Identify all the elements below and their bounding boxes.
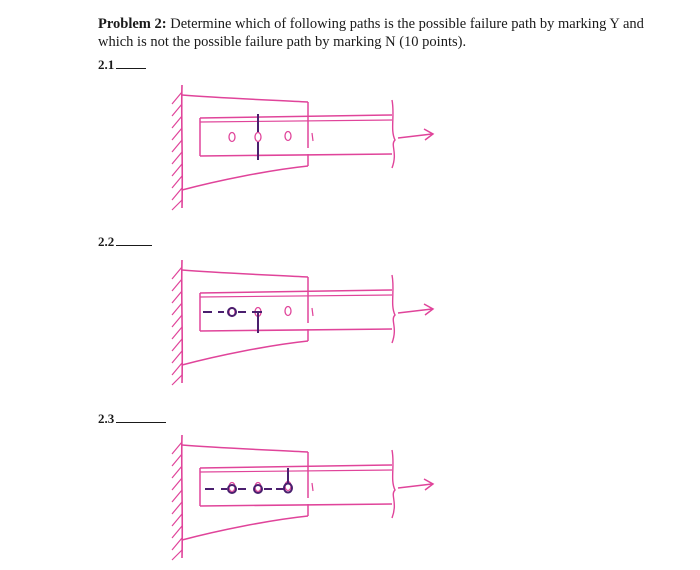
problem-heading: Problem 2: (98, 16, 167, 32)
item-label: 2.3 (98, 411, 115, 426)
problem-body: Determine which of following paths is the possible failure path by marking Y and which is not the possible failure path by marking N (10 points). (98, 16, 644, 50)
sketch-2-3 (172, 435, 433, 560)
sketch-2-1 (172, 85, 433, 210)
sketch-2-2 (172, 260, 433, 385)
item-label: 2.1 (98, 57, 115, 72)
item-label: 2.2 (98, 234, 115, 249)
